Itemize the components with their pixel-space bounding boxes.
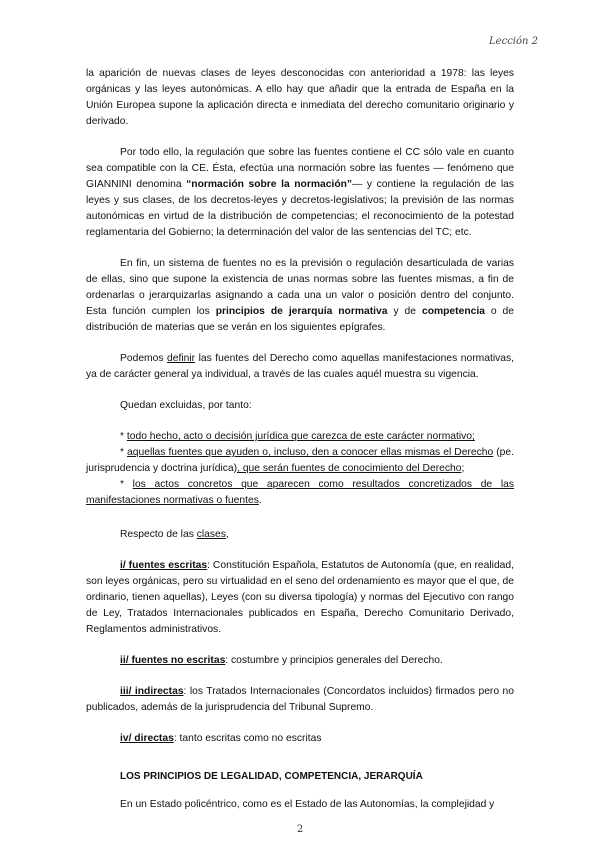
list-item xyxy=(86,429,514,445)
paragraph-1: la aparición de nuevas clases de leyes desconocidas con anterioridad a 1978: las leyes orgánicas y las leyes autonómicas. A ello hay que añadir que la entrada de España en la Unión Europea supone la aplicación directa e inmediata del derecho comunitario originario y derivado. xyxy=(86,68,514,127)
list-item xyxy=(86,477,514,509)
underlined-term: aquellas fuentes que ayuden o, incluso, den a conocer ellas mismas el Derecho xyxy=(127,447,494,458)
class-label: iii/ indirectas xyxy=(120,686,184,697)
class-label: iv/ directas xyxy=(120,733,174,744)
underlined-term: todo hecho, acto o decisión jurídica que carezca de este carácter normativo; xyxy=(126,431,475,442)
text-run: Podemos xyxy=(120,353,168,364)
bold-term: competencia xyxy=(421,306,485,317)
list-item xyxy=(86,445,514,477)
text-run: (pe. jurisprudencia y doctrina jurídica) xyxy=(86,447,514,474)
paragraph-5: Quedan excluidas, por tanto: xyxy=(120,400,252,411)
text-run: y de xyxy=(387,306,422,317)
paragraph-7: En un Estado policéntrico, como es el Estado de las Autonomías, la complejidad y xyxy=(120,799,495,810)
text-run: Por todo ello, la regulación que sobre las fuentes contiene el CC sólo vale en cuanto sea compatible con la CE. Ésta, efectúa una normación sobre las fuentes — fenómeno que GIANNINI denomina xyxy=(86,147,514,190)
exclusions-list xyxy=(86,429,514,509)
class-label: i/ fuentes escritas xyxy=(120,560,208,571)
paragraph-4 xyxy=(86,351,514,383)
class-item-indirect xyxy=(86,684,514,716)
paragraph-2 xyxy=(86,145,514,241)
text-run: : costumbre y principios generales del Derecho. xyxy=(225,655,443,666)
class-item-unwritten xyxy=(86,653,514,669)
section-title: LOS PRINCIPIOS DE LEGALIDAD, COMPETENCIA, JERARQUÍA xyxy=(120,771,423,782)
text-run: las fuentes del Derecho como aquellas manifestaciones normativas, ya de carácter general ya individual, a través de las cuales aquél muestra su vigencia. xyxy=(86,353,514,380)
bold-term: principios de jerarquía normativa xyxy=(215,306,388,317)
text-run: : tanto escritas como no escritas xyxy=(173,733,322,744)
text-run: . xyxy=(258,495,262,506)
text-run: : Constitución Española, Estatutos de Autonomía (que, en realidad, son leyes orgánicas, pero su virtualidad en el seno del ordenamiento es mayor que el que, de ordinario, tienen aquellas), Leyes (con su diversa tipología) y normas del Ejecutivo con rango de Ley, Tratados Internacionales publicados en España, Derecho Comunitario Derivado, Reglamentos administrativos. xyxy=(86,560,514,635)
paragraph-3 xyxy=(86,256,514,336)
lesson-header: Lección 2 xyxy=(489,36,538,47)
class-item-written xyxy=(86,558,514,638)
text-run: Respecto de las xyxy=(120,529,197,540)
underlined-term: definir xyxy=(167,353,196,364)
underlined-term: , que serán fuentes de conocimiento del Derecho xyxy=(237,463,462,474)
text-run: , xyxy=(225,529,229,540)
class-label: ii/ fuentes no escritas xyxy=(120,655,226,666)
underlined-term: clases xyxy=(196,529,226,540)
bullet-marker: * xyxy=(120,447,128,458)
paragraph-6 xyxy=(86,527,514,543)
document-body xyxy=(86,66,514,828)
text-run: o de distribución de materias que se verán en los siguientes epígrafes. xyxy=(86,306,515,333)
underlined-term: los actos concretos que aparecen como resultados concretizados de las manifestaciones normativas o fuentes xyxy=(86,479,514,506)
text-run: ; xyxy=(461,463,465,474)
text-run: — y contiene la regulación de las leyes y sus clases, de los decretos-leyes y decretos-legislativos; la previsión de las normas autonómicas en virtud de la distribución de competencias; el reconocimiento de la potestad reglamentaria del Gobierno; la determinación del valor de las sentencias del TC; etc. xyxy=(86,179,515,238)
bullet-marker: * xyxy=(120,479,133,490)
page-number: 2 xyxy=(296,824,304,835)
bullet-marker: * xyxy=(120,431,127,442)
bold-term: “normación sobre la normación” xyxy=(186,179,353,190)
text-run: En fin, un sistema de fuentes no es la previsión o regulación desarticulada de varias de ellas, sino que supone la existencia de unas normas sobre las fuentes mismas, a fin de ordenarlas o jerarquizarlas asignando a cada una un valor o posición dentro del conjunto. Esta función cumplen los xyxy=(86,258,514,317)
text-run: : los Tratados Internacionales (Concordatos incluidos) firmados pero no publicados, además de la jurisprudencia del Tribunal Supremo. xyxy=(86,686,514,713)
class-item-direct xyxy=(86,731,514,747)
